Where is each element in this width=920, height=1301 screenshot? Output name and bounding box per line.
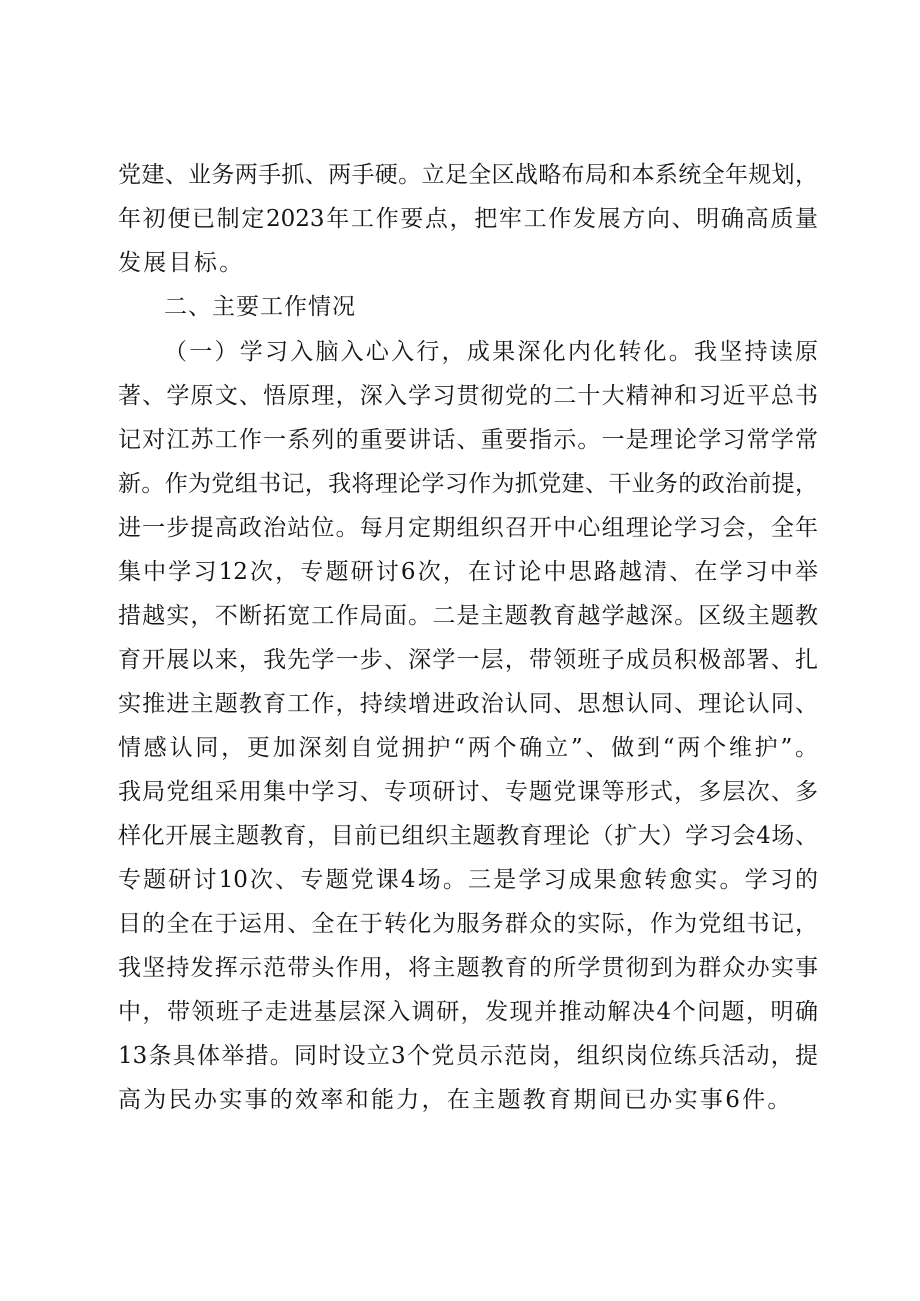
main-line-5: 进一步提高政治站位。每月定期组织召开中心组理论学习会，全年 xyxy=(118,515,818,541)
main-line-10: 情感认同，更加深刻自觉拥护“两个确立”、做到“两个维护”。 xyxy=(118,735,818,761)
section-heading: 二、主要工作情况 xyxy=(164,294,356,320)
intro-line-1: 党建、业务两手抓、两手硬。立足全区战略布局和本系统全年规划， xyxy=(118,162,818,188)
main-line-9: 实推进主题教育工作，持续增进政治认同、思想认同、理论认同、 xyxy=(118,691,818,717)
main-line-15: 我坚持发挥示范带头作用，将主题教育的所学贯彻到为群众办实事 xyxy=(118,955,818,981)
main-line-1: （一）学习入脑入心入行，成果深化内化转化。我坚持读原 xyxy=(164,339,818,365)
main-line-2: 著、学原文、悟原理，深入学习贯彻党的二十大精神和习近平总书 xyxy=(118,383,818,409)
main-line-4: 新。作为党组书记，我将理论学习作为抓党建、干业务的政治前提， xyxy=(118,471,818,497)
main-line-13: 专题研讨10次、专题党课4场。三是学习成果愈转愈实。学习的 xyxy=(118,867,818,893)
intro-line-2: 年初便已制定2023年工作要点，把牢工作发展方向、明确高质量 xyxy=(118,206,818,232)
main-line-3: 记对江苏工作一系列的重要讲话、重要指示。一是理论学习常学常 xyxy=(118,427,818,453)
main-line-16: 中，带领班子走进基层深入调研，发现并推动解决4个问题，明确 xyxy=(118,999,818,1025)
main-line-8: 育开展以来，我先学一步、深学一层，带领班子成员积极部署、扎 xyxy=(118,647,818,673)
main-line-18: 高为民办实事的效率和能力，在主题教育期间已办实事6件。 xyxy=(118,1087,793,1113)
main-line-11: 我局党组采用集中学习、专项研讨、专题党课等形式，多层次、多 xyxy=(118,779,818,805)
intro-line-3: 发展目标。 xyxy=(118,250,245,276)
main-line-14: 目的全在于运用、全在于转化为服务群众的实际，作为党组书记， xyxy=(118,911,818,937)
main-line-6: 集中学习12次，专题研讨6次，在讨论中思路越清、在学习中举 xyxy=(118,559,818,585)
main-line-12: 样化开展主题教育，目前已组织主题教育理论（扩大）学习会4场、 xyxy=(118,823,818,849)
main-line-17: 13条具体举措。同时设立3个党员示范岗，组织岗位练兵活动，提 xyxy=(118,1043,818,1069)
main-line-7: 措越实，不断拓宽工作局面。二是主题教育越学越深。区级主题教 xyxy=(118,603,818,629)
